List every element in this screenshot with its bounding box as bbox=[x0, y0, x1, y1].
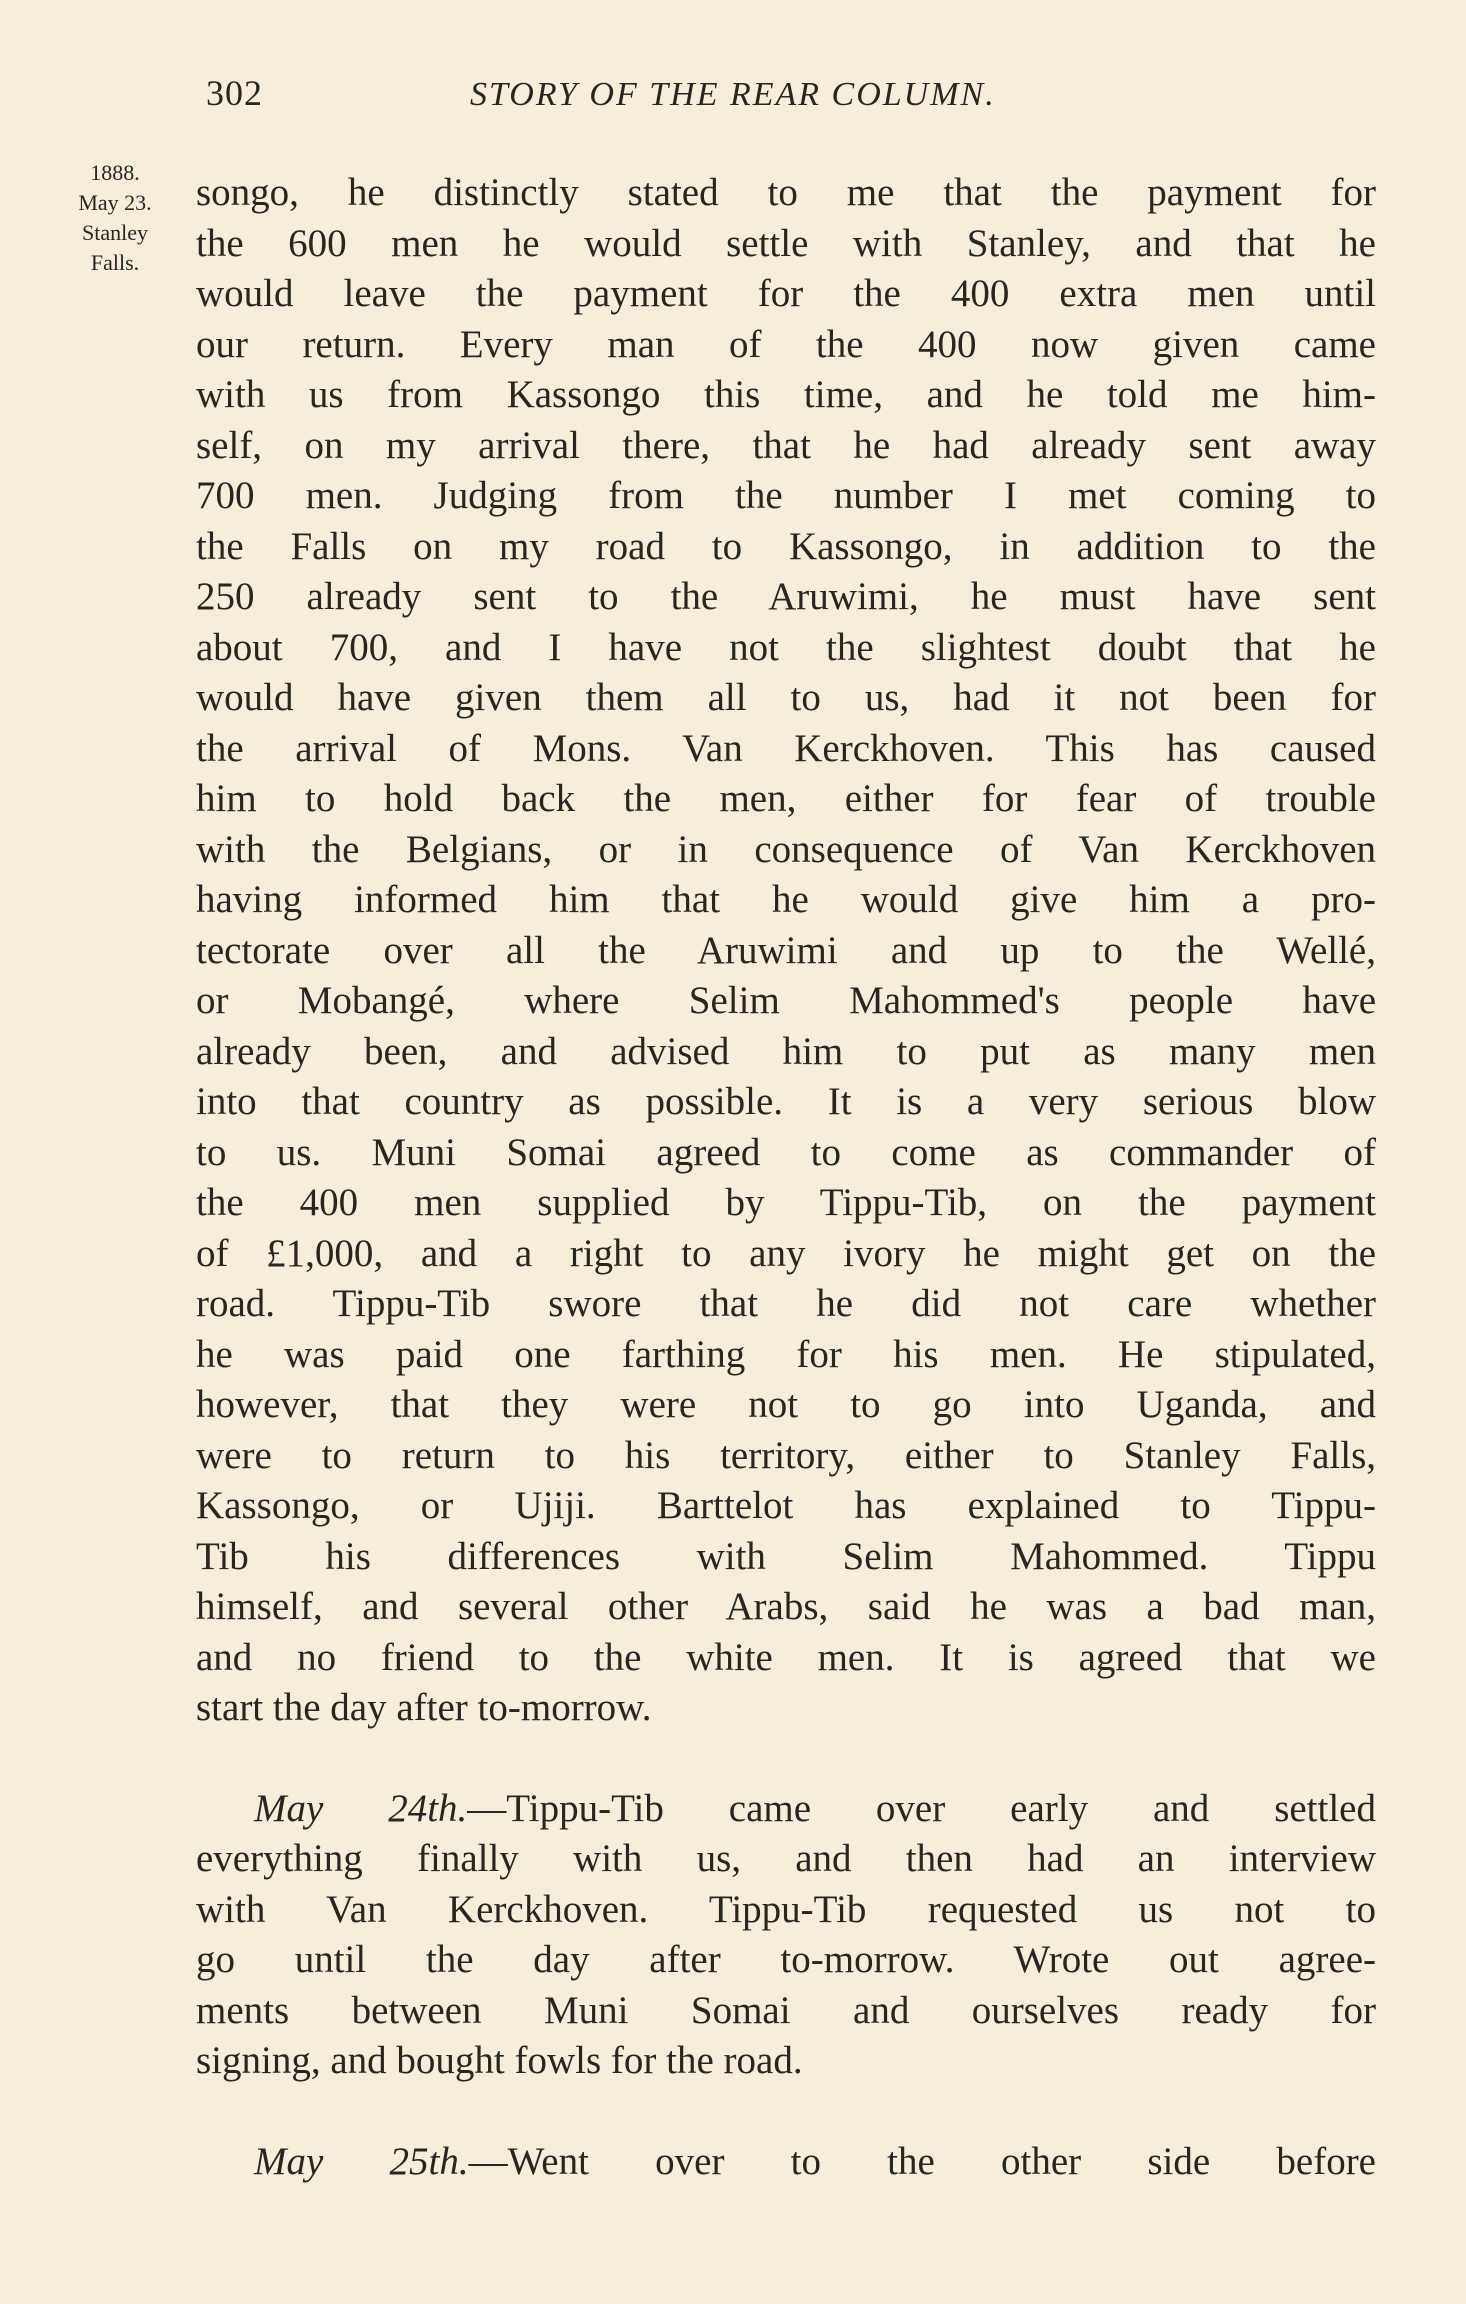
text-line: Tib his differences with Selim Mahommed. Tippu bbox=[196, 1534, 1376, 1578]
text-line: to us. Muni Somai agreed to come as commander of bbox=[196, 1130, 1376, 1174]
text-line: ments between Muni Somai and ourselves ready for bbox=[196, 1988, 1376, 2032]
text-line: into that country as possible. It is a very serious blow bbox=[196, 1080, 1376, 1123]
text-line: the 400 men supplied by Tippu-Tib, on the payment bbox=[196, 1181, 1376, 1224]
text-line: he was paid one farthing for his men. He stipulated, bbox=[196, 1332, 1376, 1376]
text-line: with Van Kerckhoven. Tippu-Tib requested us not to bbox=[196, 1887, 1376, 1931]
page-number: 302 bbox=[206, 73, 263, 113]
text-line: Kassongo, or Ujiji. Barttelot has explained to Tippu- bbox=[196, 1484, 1376, 1527]
entry-text: —Went over to the other side before bbox=[468, 2139, 1376, 2183]
text-line: 700 men. Judging from the number I met coming to bbox=[196, 474, 1376, 517]
text-line: or Mobangé, where Selim Mahommed's people have bbox=[196, 979, 1376, 1022]
text-line bbox=[196, 2137, 1376, 2188]
text-line: and no friend to the white men. It is agreed that we bbox=[196, 1635, 1376, 1679]
text-line: already been, and advised him to put as many men bbox=[196, 1029, 1376, 1073]
text-line: of £1,000, and a right to any ivory he might get on the bbox=[196, 1231, 1376, 1275]
paragraph-may-23 bbox=[196, 168, 1376, 1734]
entry-text: —Tippu-Tib came over early and settled bbox=[467, 1786, 1376, 1830]
text-line: our return. Every man of the 400 now given came bbox=[196, 322, 1376, 366]
entry-date: May 25th. bbox=[254, 2139, 469, 2183]
text-line: tectorate over all the Aruwimi and up to the Wellé, bbox=[196, 928, 1376, 972]
text-line: would have given them all to us, had it not been for bbox=[196, 676, 1376, 719]
margin-year: 1888. bbox=[90, 160, 140, 185]
text-line: signing, and bought fowls for the road. bbox=[196, 2039, 803, 2082]
text-line: the arrival of Mons. Van Kerckhoven. This has caused bbox=[196, 726, 1376, 770]
running-head bbox=[200, 72, 1130, 122]
margin-place-line: Falls. bbox=[90, 250, 140, 275]
text-line: would leave the payment for the 400 extra men until bbox=[196, 272, 1376, 315]
text-line: songo, he distinctly stated to me that the payment for bbox=[196, 171, 1376, 214]
margin-note bbox=[40, 158, 190, 278]
text-line: him to hold back the men, either for fear of trouble bbox=[196, 777, 1376, 820]
text-line: road. Tippu-Tib swore that he did not care whether bbox=[196, 1282, 1376, 1325]
paragraph-gap bbox=[196, 2087, 1376, 2137]
paragraph-may-25 bbox=[196, 2137, 1376, 2188]
paragraph-may-24 bbox=[196, 1784, 1376, 2087]
text-line: the Falls on my road to Kassongo, in addition to the bbox=[196, 524, 1376, 568]
paragraph-gap bbox=[196, 1734, 1376, 1784]
text-line: go until the day after to-morrow. Wrote out agree- bbox=[196, 1938, 1376, 1981]
text-line: 250 already sent to the Aruwimi, he must have sent bbox=[196, 575, 1376, 618]
text-line: start the day after to-morrow. bbox=[196, 1686, 652, 1729]
body-text bbox=[196, 168, 1376, 2187]
text-line: with us from Kassongo this time, and he told me him- bbox=[196, 373, 1376, 416]
text-line: with the Belgians, or in consequence of Van Kerckhoven bbox=[196, 827, 1376, 871]
text-line: about 700, and I have not the slightest doubt that he bbox=[196, 625, 1376, 669]
text-line: were to return to his territory, either to Stanley Falls, bbox=[196, 1433, 1376, 1477]
entry-date: May 24th. bbox=[254, 1786, 468, 1830]
text-line: having informed him that he would give him a pro- bbox=[196, 878, 1376, 921]
text-line: however, that they were not to go into Uganda, and bbox=[196, 1383, 1376, 1426]
margin-date: May 23. bbox=[78, 190, 152, 215]
text-line: self, on my arrival there, that he had already sent away bbox=[196, 423, 1376, 467]
running-title: STORY OF THE REAR COLUMN. bbox=[470, 76, 996, 113]
margin-place-line: Stanley bbox=[82, 220, 148, 245]
text-line: himself, and several other Arabs, said he was a bad man, bbox=[196, 1585, 1376, 1628]
text-line: everything finally with us, and then had an interview bbox=[196, 1837, 1376, 1880]
text-line: the 600 men he would settle with Stanley, and that he bbox=[196, 221, 1376, 265]
text-line bbox=[196, 1784, 1376, 1835]
